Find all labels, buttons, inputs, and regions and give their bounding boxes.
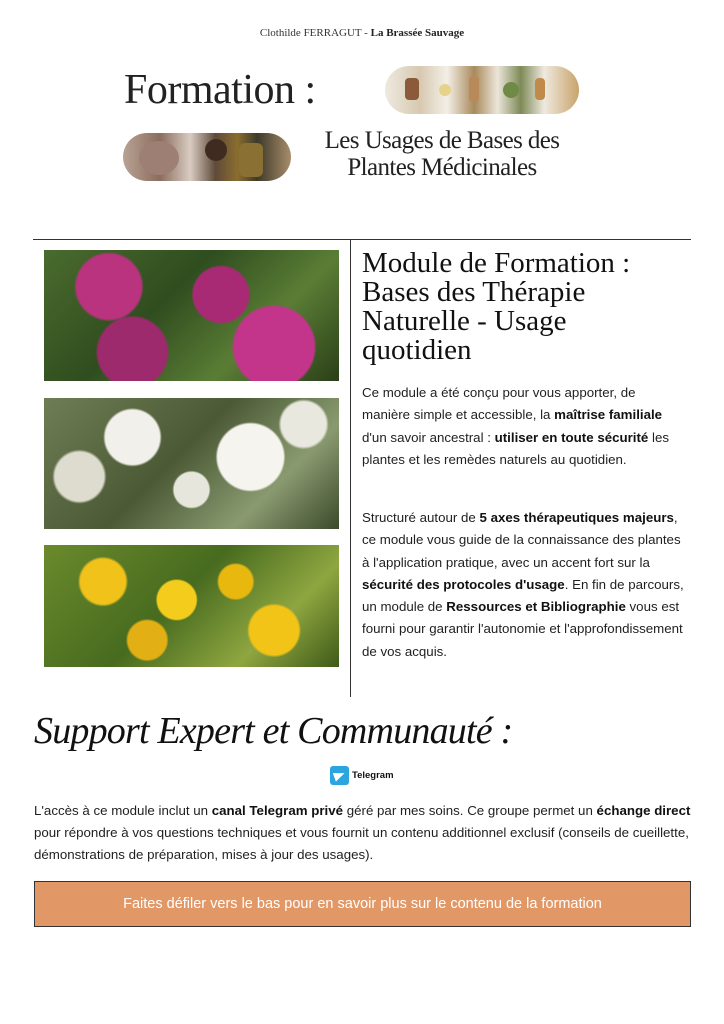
emphasis: sécurité des protocoles d'usage xyxy=(362,576,565,592)
text-run: , ce module vous guide de la connaissance des plantes à l'application pratique, avec un accent fort sur la xyxy=(362,510,681,570)
module-title: Module de Formation : Bases des Thérapie Naturelle - Usage quotidien xyxy=(362,247,631,366)
author-line xyxy=(0,27,724,39)
text-run: L'accès à ce module inclut un xyxy=(34,803,212,818)
emphasis: canal Telegram privé xyxy=(211,803,344,818)
column-divider xyxy=(350,239,351,697)
herbal-remedies-photo xyxy=(385,66,579,114)
support-heading: Support Expert et Communauté : xyxy=(34,710,513,752)
page-subtitle xyxy=(300,127,584,181)
text-run: Structuré autour de xyxy=(362,510,480,525)
dried-herbs-photo xyxy=(123,133,291,181)
telegram-label: Telegram xyxy=(352,769,394,781)
module-structure-paragraph xyxy=(362,507,684,663)
text-run: pour répondre à vos questions techniques et vous fournit un contenu additionnel exclusif (conseils de cueillette, démonstrations de préparation, mises à jour des usages). xyxy=(34,825,689,862)
emphasis: Ressources et Bibliographie xyxy=(446,599,626,615)
text-run: Ce module a été conçu pour vous apporter, de manière simple et accessible, la xyxy=(362,385,636,423)
subtitle-line-2: Plantes Médicinales xyxy=(347,154,537,181)
text-run: géré par mes soins. Ce groupe permet un xyxy=(343,803,597,818)
mallow-flowers-photo xyxy=(44,250,339,381)
st-johns-wort-photo xyxy=(44,545,339,667)
telegram-link[interactable] xyxy=(330,765,394,785)
section-divider xyxy=(33,239,691,240)
emphasis: échange direct xyxy=(596,803,691,818)
support-paragraph xyxy=(34,800,694,866)
text-run: vous est fourni pour garantir l'autonomie et l'approfondissement de vos acquis. xyxy=(362,599,683,659)
emphasis: maîtrise familiale xyxy=(554,407,663,423)
emphasis: utiliser en toute sécurité xyxy=(494,429,649,445)
emphasis: 5 axes thérapeutiques majeurs xyxy=(479,510,674,525)
scroll-cta-button[interactable]: Faites défiler vers le bas pour en savoir plus sur le contenu de la formation xyxy=(34,881,691,927)
text-run: . En fin de parcours, un module de xyxy=(362,576,684,615)
text-run: les plantes et les remèdes naturels au quotidien. xyxy=(362,429,670,467)
telegram-icon xyxy=(330,766,349,785)
module-intro-paragraph xyxy=(362,382,684,471)
subtitle-line-1: Les Usages de Bases des xyxy=(324,127,560,154)
author-name: Clothilde FERRAGUT - xyxy=(259,27,371,39)
meadowsweet-photo xyxy=(44,398,339,529)
brand-name: La Brassée Sauvage xyxy=(370,27,465,39)
page-title: Formation : xyxy=(124,67,316,113)
text-run: d'un savoir ancestral : xyxy=(362,429,495,445)
